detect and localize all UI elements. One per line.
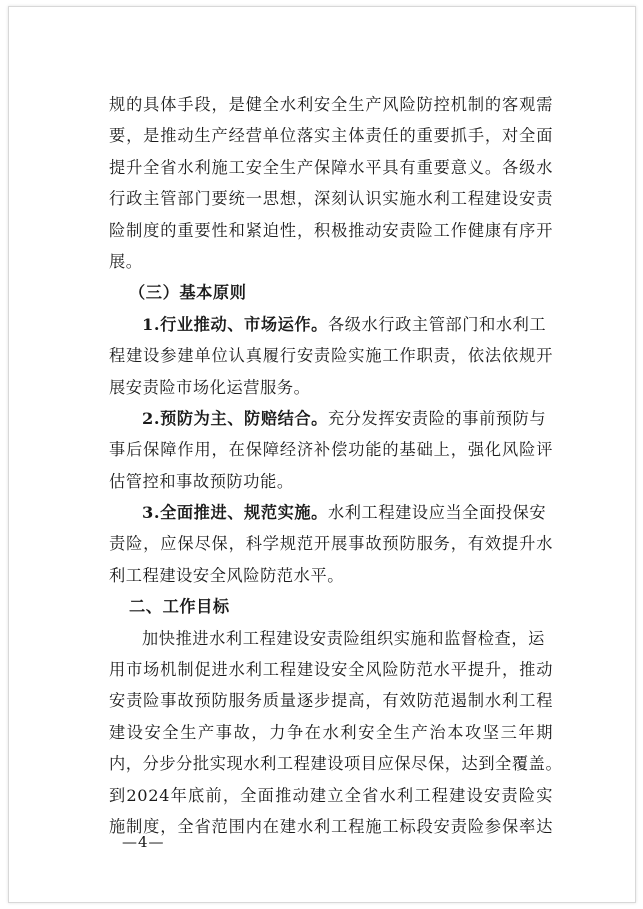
goals-first-line: 加快推进水利工程建设安责险组织实施和监督检查，运: [142, 628, 545, 648]
paragraph-line: 施制度，全省范围内在建水利工程施工标段安责险参保率达: [109, 816, 553, 836]
paragraph-line: 到2024年底前，全面推动建立全省水利工程建设安责险实: [109, 785, 553, 805]
section-heading-work-goals: 二、工作目标: [129, 597, 230, 617]
principle-3-line: [109, 497, 553, 528]
paragraph-line: 展安责险市场化运营服务。: [109, 377, 311, 397]
paragraph-line: 行政主管部门要统一思想，深刻认识实施水利工程建设安责: [109, 189, 553, 209]
paragraph-line: 责险，应保尽保，科学规范开展事故预防服务，有效提升水: [109, 534, 553, 554]
paragraph-line: 利工程建设安全风险防范水平。: [109, 565, 345, 585]
principle-1-text: 各级水行政主管部门和水利工: [327, 314, 547, 334]
page-number: —4—: [122, 833, 165, 851]
principle-2-line: [109, 403, 553, 434]
paragraph-line: 安责险事故预防服务质量逐步提高，有效防范遏制水利工程: [109, 691, 553, 711]
section-heading-basic-principles: （三）基本原则: [129, 283, 247, 303]
paragraph-line: 建设安全生产事故，力争在水利安全生产治本攻坚三年期: [109, 722, 553, 742]
principle-1-title: 1.行业推动、市场运作。: [142, 314, 328, 334]
paragraph-line: 估管控和事故预防功能。: [109, 471, 294, 491]
document-body: [109, 89, 563, 842]
document-page: [8, 6, 636, 903]
paragraph-line: 事后保障作用，在保障经济补偿功能的基础上，强化风险评: [109, 440, 553, 460]
paragraph-line: 展。: [109, 251, 143, 271]
paragraph-line: 内，分步分批实现水利工程建设项目应保尽保，达到全覆盖。: [109, 754, 563, 774]
principle-1-line: [109, 309, 553, 340]
paragraph-line: 程建设参建单位认真履行安责险实施工作职责，依法依规开: [109, 346, 553, 366]
principle-2-title: 2.预防为主、防赔结合。: [142, 408, 328, 428]
paragraph-line: 险制度的重要性和紧迫性，积极推动安责险工作健康有序开: [109, 220, 553, 240]
paragraph-line: 提升全省水利施工安全生产保障水平具有重要意义。各级水: [109, 157, 553, 177]
paragraph-line: 要，是推动生产经营单位落实主体责任的重要抓手，对全面: [109, 126, 553, 146]
paragraph-line: 用市场机制促进水利工程建设安全风险防范水平提升，推动: [109, 660, 553, 680]
paragraph-line: 规的具体手段，是健全水利安全生产风险防控机制的客观需: [109, 95, 553, 114]
principle-3-title: 3.全面推进、规范实施。: [142, 503, 328, 523]
principle-3-text: 水利工程建设应当全面投保安: [327, 503, 547, 523]
principle-2-text: 充分发挥安责险的事前预防与: [327, 408, 547, 428]
